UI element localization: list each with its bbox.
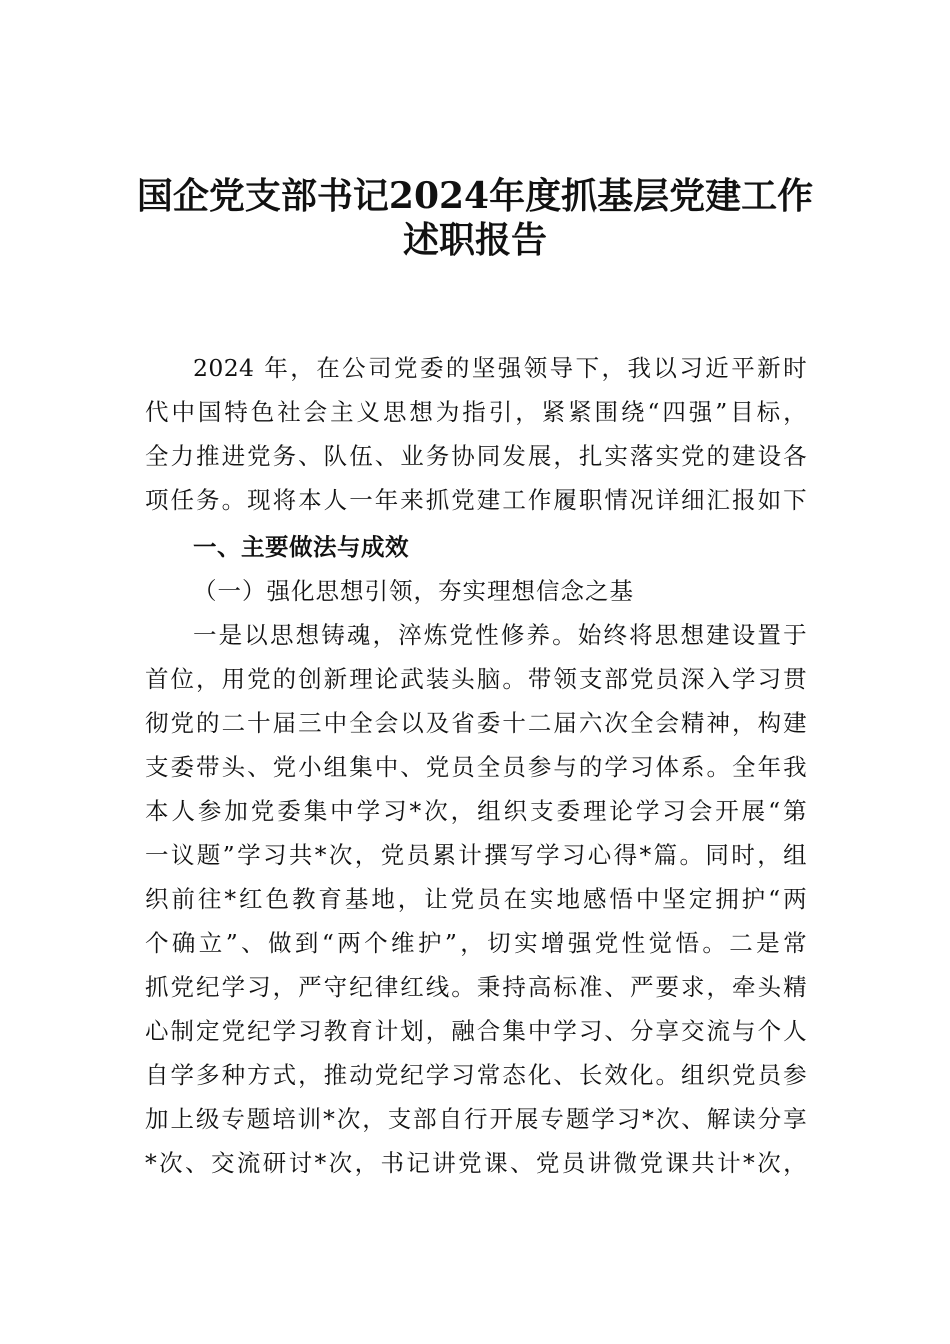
paragraph-line: 首位，用党的创新理论武装头脑。带领支部党员深入学习贯 xyxy=(145,665,807,693)
intro-line: 全力推进党务、队伍、业务协同发展，扎实落实党的建设各 xyxy=(145,442,807,470)
intro-line: 2024 年，在公司党委的坚强领导下，我以习近平新时 xyxy=(193,354,807,382)
paragraph-line: 心制定党纪学习教育计划，融合集中学习、分享交流与个人 xyxy=(145,1017,807,1045)
paragraph-line: 本人参加党委集中学习*次，组织支委理论学习会开展“第 xyxy=(145,797,807,825)
paragraph-line: 彻党的二十届三中全会以及省委十二届六次全会精神，构建 xyxy=(145,709,807,737)
paragraph-line: 自学多种方式，推动党纪学习常态化、长效化。组织党员参 xyxy=(145,1061,807,1089)
intro-line: 代中国特色社会主义思想为指引，紧紧围绕“四强”目标， xyxy=(145,398,807,426)
subsection-heading: （一）强化思想引领，夯实理想信念之基 xyxy=(193,577,634,605)
paragraph-line: 抓党纪学习，严守纪律红线。秉持高标准、严要求，牵头精 xyxy=(145,973,807,1001)
intro-line: 项任务。现将本人一年来抓党建工作履职情况详细汇报如下 xyxy=(145,486,807,514)
document-title-line-2: 述职报告 xyxy=(402,219,547,261)
section-heading: 一、主要做法与成效 xyxy=(193,533,409,561)
paragraph-line: 一是以思想铸魂，淬炼党性修养。始终将思想建设置于 xyxy=(193,621,807,649)
paragraph-line: 加上级专题培训*次，支部自行开展专题学习*次、解读分享 xyxy=(145,1105,807,1133)
paragraph-line: *次、交流研讨*次，书记讲党课、党员讲微党课共计*次， xyxy=(145,1149,807,1177)
paragraph-line: 支委带头、党小组集中、党员全员参与的学习体系。全年我 xyxy=(145,753,807,781)
paragraph-line: 一议题”学习共*次，党员累计撰写学习心得*篇。同时，组 xyxy=(145,841,807,869)
paragraph-line: 个确立”、做到“两个维护”，切实增强党性觉悟。二是常 xyxy=(145,929,807,957)
document-title-line-1: 国企党支部书记2024年度抓基层党建工作 xyxy=(136,175,814,217)
paragraph-line: 织前往*红色教育基地，让党员在实地感悟中坚定拥护“两 xyxy=(145,885,807,913)
